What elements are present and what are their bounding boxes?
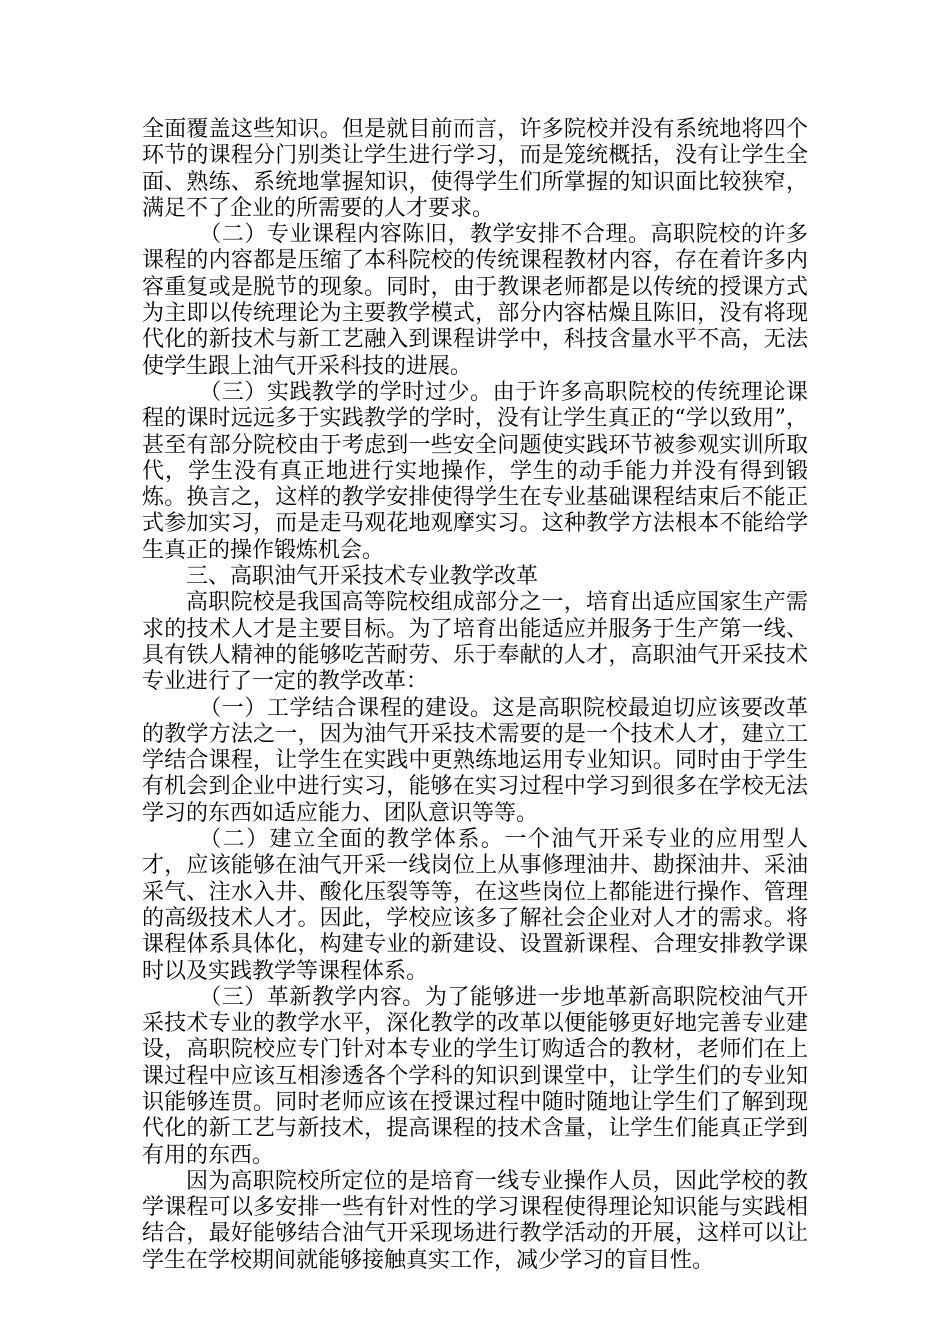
paragraph-item-2-outdated-content: （二）专业课程内容陈旧，教学安排不合理。高职院校的许多课程的内容都是压缩了本科院校的传统课程教材内容，存在着许多内容重复或是脱节的现象。同时，由于教课老师都是以传统的授课方式为主即以传统理论为主要教学模式，部分内容枯燥且陈旧，没有将现代化的新技术与新工艺融入到课程讲学中，科技含量水平不高，无法使学生跟上油气开采科技的进展。 [142,222,808,379]
paragraph-item-3-practice-hours: （三）实践教学的学时过少。由于许多高职院校的传统理论课程的课时远远多于实践教学的学时，没有让学生真正的“学以致用”，甚至有部分院校由于考虑到一些安全问题使实践环节被参观实训所取代，学生没有真正地进行实地操作，学生的动手能力并没有得到锻炼。换言之，这样的教学安排使得学生在专业基础课程结束后不能正式参加实习，而是走马观花地观摩实习。这种教学方法根本不能给学生真正的操作锻炼机会。 [142,379,808,563]
paragraph-continuation: 全面覆盖这些知识。但是就目前而言，许多院校并没有系统地将四个环节的课程分门别类让学生进行学习，而是笼统概括，没有让学生全面、熟练、系统地掌握知识，使得学生们所掌握的知识面比较狭窄，满足不了企业的所需要的人才要求。 [142,117,808,221]
paragraph-reform-3-content-innovation: （三）革新教学内容。为了能够进一步地革新高职院校油气开采技术专业的教学水平，深化教学的改革以便能够更好地完善专业建设，高职院校应专门针对本专业的学生订购适合的教材，老师们在上课过程中应该互相渗透各个学科的知识到课堂中，让学生们的专业知识能够连贯。同时老师应该在授课过程中随时随地让学生们了解到现代化的新工艺与新技术，提高课程的技术含量，让学生们能真正学到有用的东西。 [142,984,808,1168]
paragraph-reform-intro: 高职院校是我国高等院校组成部分之一，培育出适应国家生产需求的技术人才是主要目标。为了培育出能适应并服务于生产第一线、具有铁人精神的能够吃苦耐劳、乐于奉献的人才，高职油气开采技术专业进行了一定的教学改革： [142,590,808,695]
section-heading-teaching-reform: 三、高职油气开采技术专业教学改革 [186,564,539,590]
paragraph-reform-2-teaching-system: （二）建立全面的教学体系。一个油气开采专业的应用型人才，应该能够在油气开采一线岗位上从事修理油井、勘探油井、采油采气、注水入井、酸化压裂等等，在这些岗位上都能进行操作、管理的高级技术人才。因此，学校应该多了解社会企业对人才的需求。将课程体系具体化，构建专业的新建设、设置新课程、合理安排教学课时以及实践教学等课程体系。 [142,827,808,984]
document-body [142,117,808,1274]
paragraph-reform-1-work-study: （一）工学结合课程的建设。这是高职院校最迫切应该要改革的教学方法之一，因为油气开采技术需要的是一个技术人才，建立工学结合课程，让学生在实践中更熟练地运用专业知识。同时由于学生有机会到企业中进行实习，能够在实习过程中学习到很多在学校无法学习的东西如适应能力、团队意识等等。 [142,695,808,826]
paragraph-conclusion: 因为高职院校所定位的是培育一线专业操作人员，因此学校的教学课程可以多安排一些有针对性的学习课程使得理论知识能与实践相结合，最好能够结合油气开采现场进行教学活动的开展，这样可以让学生在学校期间就能够接触真实工作，减少学习的盲目性。 [142,1168,808,1273]
